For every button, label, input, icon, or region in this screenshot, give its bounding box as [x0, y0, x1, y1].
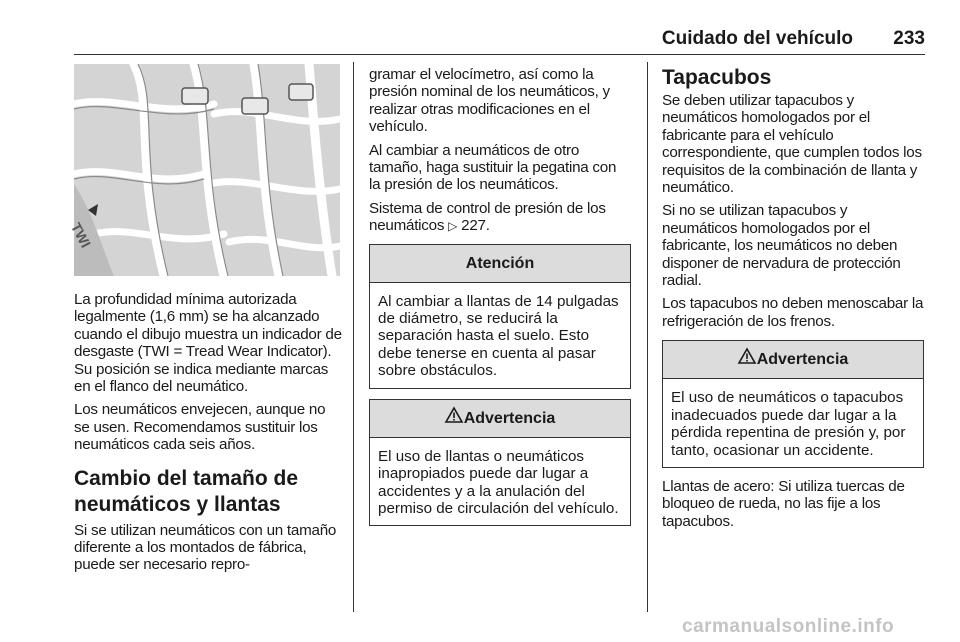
- tire-aging-paragraph: Los neumáticos envejecen, aunque no se usen. Recomendamos sustituir los neumáticos cada seis años.: [74, 401, 326, 454]
- attention-box-header: [370, 245, 630, 283]
- pressure-system-page-ref: 227.: [461, 217, 490, 235]
- warning-body: El uso de llantas o neumáticos inapropiados puede dar lugar a accidentes y a la anulación del permiso de circulación del vehículo.: [378, 447, 619, 517]
- warning-box-wheels: [369, 399, 631, 527]
- pressure-system-paragraph: [369, 200, 631, 236]
- page-header: [74, 28, 925, 56]
- page-number: 233: [893, 28, 925, 49]
- column-1: [74, 291, 344, 580]
- attention-title: Atención: [465, 254, 535, 272]
- page-ref-arrow-icon: ▷: [448, 219, 458, 234]
- tire-size-paragraph: Si se utilizan neumáticos con un tamaño diferente a los montados de fábrica, puede ser necesario repro-: [74, 521, 337, 574]
- speedometer-paragraph: gramar el velocímetro, así como la presión nominal de los neumáticos, y realizar otras modificaciones en el vehículo.: [369, 66, 610, 136]
- tire-tread-illustration: [67, 64, 340, 276]
- hubcaps-paragraph-1: Se deben utilizar tapacubos y neumáticos homologados por el fabricante para el vehículo correspondiente, que cumplen todos los requisitos de la combinación de llanta y neumático.: [662, 92, 922, 197]
- pressure-system-text: Sistema de control de presión de los neumáticos: [369, 199, 606, 235]
- hubcaps-paragraph-3: Los tapacubos no deben menoscabar la refrigeración de los frenos.: [662, 295, 924, 330]
- tread-depth-paragraph: La profundidad mínima autorizada legalmente (1,6 mm) se ha alcanzado cuando el dibujo muestra un indicador de desgaste (TWI = Tread Wear Indicator). Su posición se indica mediante marcas en el flanco del neumático.: [74, 291, 342, 396]
- column-divider-2: [647, 62, 648, 612]
- warning-title: Advertencia: [756, 351, 849, 369]
- warning-box-hubcaps: [662, 340, 924, 468]
- attention-box: [369, 244, 631, 389]
- column-2: [369, 66, 631, 526]
- warning-triangle-icon: [445, 400, 463, 438]
- warning-body: El uso de neumáticos o tapacubos inadecuados puede dar lugar a la pérdida repentina de presión y, por tanto, ocasionar un accidente.: [671, 389, 906, 459]
- tire-size-heading: Cambio del tamaño de neumáticos y llantas: [74, 466, 299, 516]
- hubcaps-paragraph-2: Si no se utilizan tapacubos y neumáticos homologados por el fabricante, los neumáticos no deben disponer de nervadura de protección radial.: [662, 202, 901, 290]
- header-rule: [74, 54, 925, 55]
- watermark: carmanualsonline.info: [682, 616, 895, 637]
- attention-body: Al cambiar a llantas de 14 pulgadas de diámetro, se reducirá la separación hasta el suelo. Esto debe tenerse en cuenta al pasar sobre obstáculos.: [378, 292, 619, 380]
- warning-box-header: [370, 400, 630, 438]
- warning-triangle-icon: [738, 341, 756, 379]
- sticker-paragraph: Al cambiar a neumáticos de otro tamaño, haga sustituir la pegatina con la presión de los neumáticos.: [369, 141, 617, 194]
- section-title: Cuidado del vehículo: [661, 28, 853, 49]
- steel-wheels-paragraph: Llantas de acero: Si utiliza tuercas de bloqueo de rueda, no las fije a los tapacubos.: [662, 477, 905, 530]
- hubcaps-heading: Tapacubos: [662, 66, 772, 89]
- column-divider-1: [353, 62, 354, 612]
- warning-box-header: [663, 341, 923, 379]
- warning-title: Advertencia: [463, 409, 556, 427]
- column-3: [662, 66, 926, 536]
- twi-label: TWI: [67, 220, 95, 251]
